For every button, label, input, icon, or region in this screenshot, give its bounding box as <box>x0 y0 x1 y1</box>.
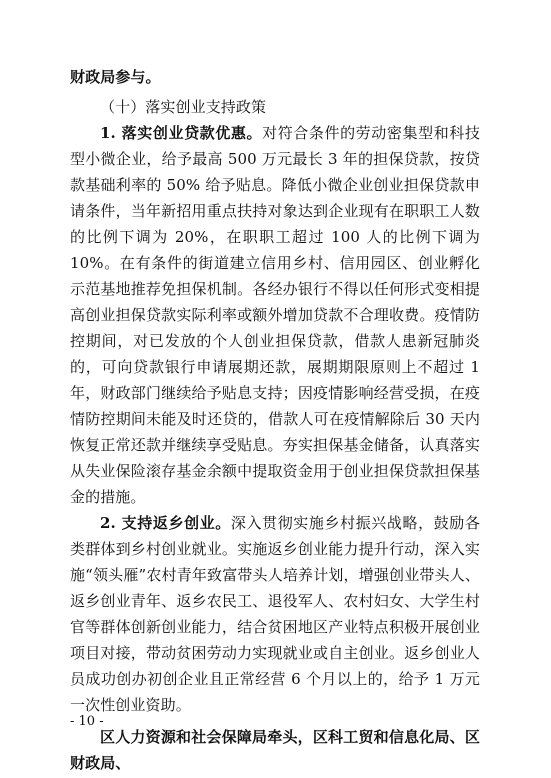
item-1-body: 对符合条件的劳动密集型和科技型小微企业，给予最高 500 万元最长 3 年的担保贷款，按贷款基础利率的 50% 给予贴息。降低小微企业创业担保贷款申请条件，当年新招用重点扶持对象达到企业现有在职职工人数的比例下调为 20%，在职职工超过 100 人的比例下调为 10%。在有条件的街道建立信用乡村、信用园区、创业孵化示范基地推荐免担保机制。各经办银行不得以任何形式变相提高创业担保贷款实际利率或额外增加贷款不合理收费。疫情防控期间，对已发放的个人创业担保贷款，借款人患新冠肺炎的，可向贷款银行申请展期还款，展期期限原则上不超过 1 年，财政部门继续给予贴息支持；因疫情影响经营受损，在疫情防控期间未能及时还贷的，借款人可在疫情解除后 30 天内恢复正常还款并继续享受贴息。夯实担保基金储备，认真落实从失业保险滚存基金余额中提取资金用于创业担保贷款担保基金的措施。 <box>70 124 480 506</box>
item-1-title: 1. 落实创业贷款优惠。 <box>100 124 263 142</box>
document-body <box>70 64 480 776</box>
item-2-body: 深入贯彻实施乡村振兴战略，鼓励各类群体到乡村创业就业。实施返乡创业能力提升行动，深入实施“领头雁”农村青年致富带头人培养计划，增强创业带头人、返乡创业青年、返乡农民工、退役军人、农村妇女、大学生村官等群体创新创业能力，结合贫困地区产业特点积极开展创业项目对接，带动贫困劳动力实现就业或自主创业。返乡创业人员成功创办初创企业且正常经营 6 个月以上的，给予 1 万元一次性创业资助。 <box>70 514 480 714</box>
item-2-title: 2. 支持返乡创业。 <box>100 514 231 532</box>
item-1-paragraph <box>70 120 480 510</box>
lead-line: 财政局参与。 <box>70 68 161 86</box>
page-number: - 10 - <box>70 714 104 729</box>
section-heading: （十）落实创业支持政策 <box>100 98 267 116</box>
item-2-paragraph <box>70 510 480 718</box>
responsible-departments-line: 区人力资源和社会保障局牵头，区科工贸和信息化局、区财政局、 <box>70 728 480 772</box>
